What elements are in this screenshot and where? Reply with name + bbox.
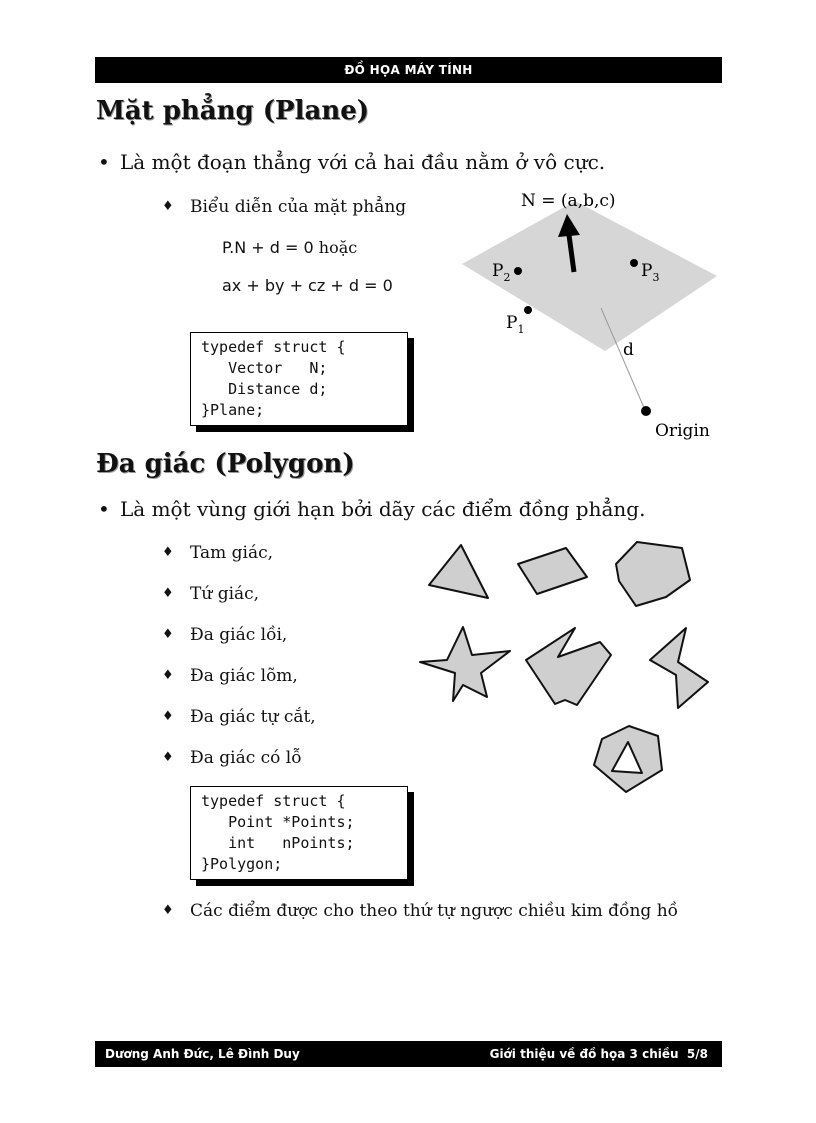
p2-subscript: 2 [503,271,511,284]
polygon-examples-diagram [410,535,720,800]
convex-polygon-shape [616,542,690,606]
triangle-shape [429,545,488,598]
diamond-bullet-icon: ♦ [162,586,174,601]
footer-course: Giới thiệu về đồ họa 3 chiều [489,1047,679,1061]
quadrilateral-shape [518,548,587,594]
polygon-item [162,625,287,645]
diamond-bullet-icon: ♦ [162,709,174,724]
plane-sub-bullet [162,197,406,217]
code-line: typedef struct { [201,792,346,810]
code-line: typedef struct { [201,338,346,356]
distance-label: d [623,340,634,360]
code-line: }Plane; [201,401,265,419]
p2-letter: P [492,261,504,281]
diamond-bullet-icon: ♦ [162,903,174,918]
point-p2 [514,267,522,275]
diamond-bullet-icon: ♦ [162,199,174,214]
footer-page-number: 5/8 [686,1047,708,1061]
polygon-item-text: Đa giác có lỗ [190,748,302,768]
point-p3 [630,259,638,267]
footer-right [490,1041,708,1067]
p1-subscript: 1 [517,323,525,336]
polygon-item-text: Đa giác lõm, [190,666,298,686]
code-line: Distance d; [201,380,328,398]
p3-letter: P [641,261,653,281]
plane-formula-1 [222,238,357,257]
polygon-item [162,707,316,727]
bullet-dot-icon: • [98,150,110,174]
code-line: int nPoints; [201,834,355,852]
bullet-dot-icon: • [98,497,110,521]
polygon-bullet [98,497,645,521]
formula-1-suffix: hoặc [318,238,358,257]
code-line: Point *Points; [201,813,355,831]
self-intersecting-shape [650,628,708,708]
plane-code-box [190,332,408,426]
polygon-item [162,584,259,604]
polygon-bullet-text: Là một vùng giới hạn bởi dãy các điểm đồng phẳng. [120,497,646,521]
plane-formula-2: ax + by + cz + d = 0 [222,276,393,295]
origin-point [641,406,651,416]
code-line: Vector N; [201,359,328,377]
polygon-item-text: Đa giác lồi, [190,625,288,645]
formula-1-main: P.N + d = 0 [222,238,314,257]
diamond-bullet-icon: ♦ [162,545,174,560]
plane-diagram [455,180,725,445]
p1-letter: P [506,313,518,333]
origin-label: Origin [655,421,710,441]
p3-subscript: 3 [652,271,660,284]
polygon-item-text: Tam giác, [190,543,274,563]
diamond-bullet-icon: ♦ [162,750,174,765]
polygon-heading: Đa giác (Polygon) [96,449,355,479]
footer-authors: Dương Anh Đức, Lê Đình Duy [105,1047,300,1061]
point-p1 [524,306,532,314]
diamond-bullet-icon: ♦ [162,627,174,642]
footer-bar [95,1041,722,1067]
plane-sub-bullet-text: Biểu diễn của mặt phẳng [190,197,407,217]
plane-bullet [98,150,605,174]
polygon-item [162,543,273,563]
polygon-item [162,666,298,686]
polygon-code-box [190,786,408,880]
concave-zigzag-shape [526,628,611,705]
polygon-item-text: Đa giác tự cắt, [190,707,316,727]
code-line: }Polygon; [201,855,283,873]
polygon-item [162,748,302,768]
point-p1-label [506,313,524,336]
diamond-bullet-icon: ♦ [162,668,174,683]
polygon-note-text: Các điểm được cho theo thứ tự ngược chiều kim đồng hồ [190,901,679,921]
polygon-item-text: Tứ giác, [190,584,260,604]
header-bar [95,57,722,83]
polygon-note [162,901,678,921]
plane-heading: Mặt phẳng (Plane) [96,96,370,126]
normal-label: N = (a,b,c) [521,191,616,211]
header-title: ĐỒ HỌA MÁY TÍNH [344,63,473,77]
concave-star-shape [420,627,510,701]
plane-bullet-text: Là một đoạn thẳng với cả hai đầu nằm ở vô cực. [120,150,606,174]
